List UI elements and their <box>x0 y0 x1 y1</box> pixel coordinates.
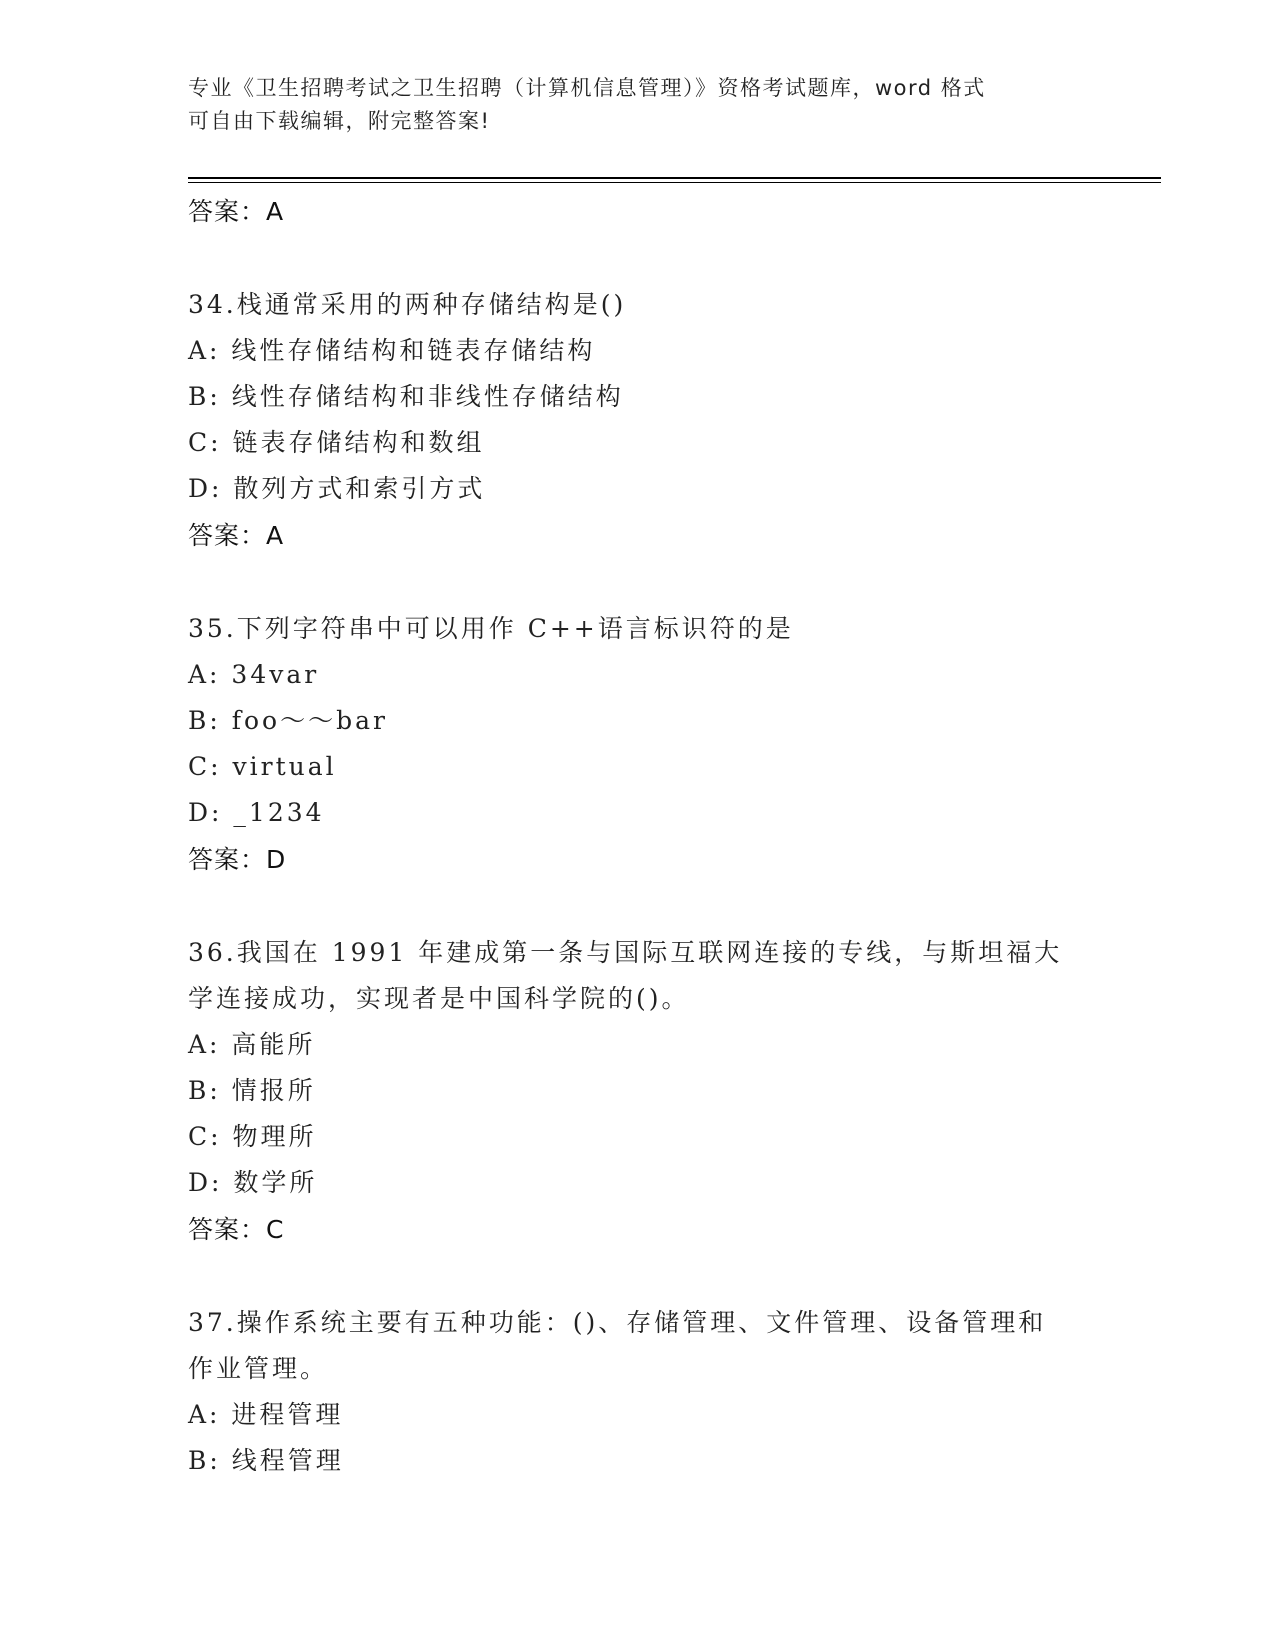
option-d: D: _1234 <box>188 798 325 827</box>
spacer <box>188 884 1088 930</box>
header-line-1: 专业《卫生招聘考试之卫生招聘（计算机信息管理）》资格考试题库，word 格式 <box>188 76 986 100</box>
question-stem-continued: 学连接成功，实现者是中国科学院的()。 <box>188 984 690 1013</box>
spacer <box>188 1254 1088 1300</box>
option-b: B: 线性存储结构和非线性存储结构 <box>188 382 624 411</box>
answer-label: 答案：D <box>188 845 287 874</box>
option-a: A: 进程管理 <box>188 1400 344 1429</box>
question-34 <box>188 282 1088 560</box>
question-stem: 36.我国在 1991 年建成第一条与国际互联网连接的专线，与斯坦福大 <box>188 938 1063 967</box>
header-divider-thin <box>188 182 1161 183</box>
option-a: A: 线性存储结构和链表存储结构 <box>188 336 596 365</box>
question-stem: 37.操作系统主要有五种功能：()、存储管理、文件管理、设备管理和 <box>188 1308 1047 1337</box>
question-37 <box>188 1300 1088 1484</box>
option-d: D: 数学所 <box>188 1168 318 1197</box>
option-d: D: 散列方式和索引方式 <box>188 474 486 503</box>
option-c: C: virtual <box>188 752 337 781</box>
option-a: A: 34var <box>188 660 320 689</box>
question-stem: 34.栈通常采用的两种存储结构是() <box>188 290 627 319</box>
option-b: B: foo～～bar <box>188 706 388 735</box>
option-a: A: 高能所 <box>188 1030 316 1059</box>
spacer <box>188 560 1088 606</box>
option-b: B: 线程管理 <box>188 1446 344 1475</box>
answer-label: 答案：A <box>188 521 285 550</box>
option-c: C: 链表存储结构和数组 <box>188 428 485 457</box>
question-35 <box>188 606 1088 884</box>
document-body <box>188 188 1088 1484</box>
option-c: C: 物理所 <box>188 1122 317 1151</box>
document-header <box>188 72 1088 138</box>
header-line-2: 可自由下载编辑，附完整答案! <box>188 109 491 133</box>
answer-label: 答案：A <box>188 197 285 226</box>
spacer <box>188 236 1088 282</box>
question-stem: 35.下列字符串中可以用作 C++语言标识符的是 <box>188 614 794 643</box>
answer-label: 答案：C <box>188 1215 285 1244</box>
question-stem-continued: 作业管理。 <box>188 1354 329 1383</box>
option-b: B: 情报所 <box>188 1076 316 1105</box>
header-divider-thick <box>188 177 1161 179</box>
question-36 <box>188 930 1088 1254</box>
